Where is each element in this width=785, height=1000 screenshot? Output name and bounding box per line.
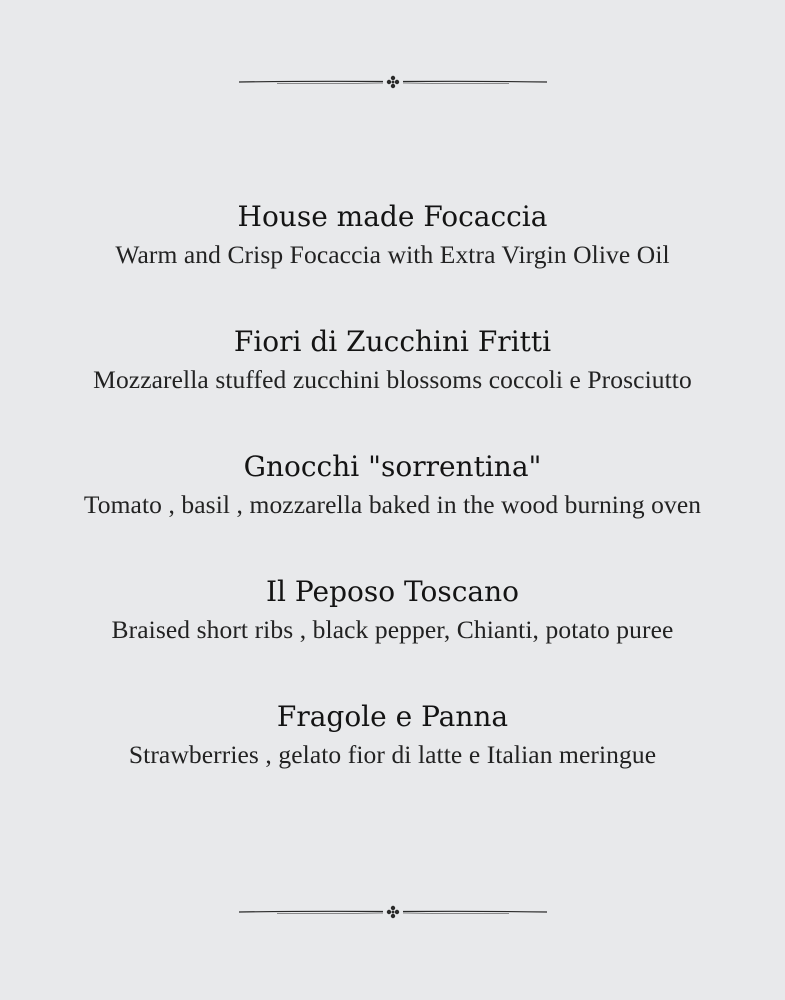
fleuron-divider-icon <box>237 904 549 920</box>
bottom-divider <box>0 904 785 920</box>
menu-course <box>0 197 785 322</box>
course-description: Braised short ribs , black pepper, Chianti, potato puree <box>111 615 674 644</box>
course-description: Mozzarella stuffed zucchini blossoms coccoli e Prosciutto <box>93 365 692 394</box>
menu-course <box>0 447 785 572</box>
course-description: Strawberries , gelato fior di latte e Italian meringue <box>128 740 657 769</box>
course-description: Tomato , basil , mozzarella baked in the wood burning oven <box>83 490 702 519</box>
course-name: Fiori di Zucchini Fritti <box>233 325 552 358</box>
menu-course <box>0 572 785 697</box>
menu-course <box>0 697 785 822</box>
course-name: Il Peposo Toscano <box>266 575 519 608</box>
top-divider <box>0 74 785 90</box>
course-name: Gnocchi "sorrentina" <box>243 450 542 483</box>
menu-course-list <box>0 197 785 822</box>
fleuron-divider-icon <box>237 74 549 90</box>
course-description: Warm and Crisp Focaccia with Extra Virgin Olive Oil <box>115 240 670 269</box>
menu-course <box>0 322 785 447</box>
course-name: House made Focaccia <box>237 200 548 233</box>
course-name: Fragole e Panna <box>276 700 509 733</box>
